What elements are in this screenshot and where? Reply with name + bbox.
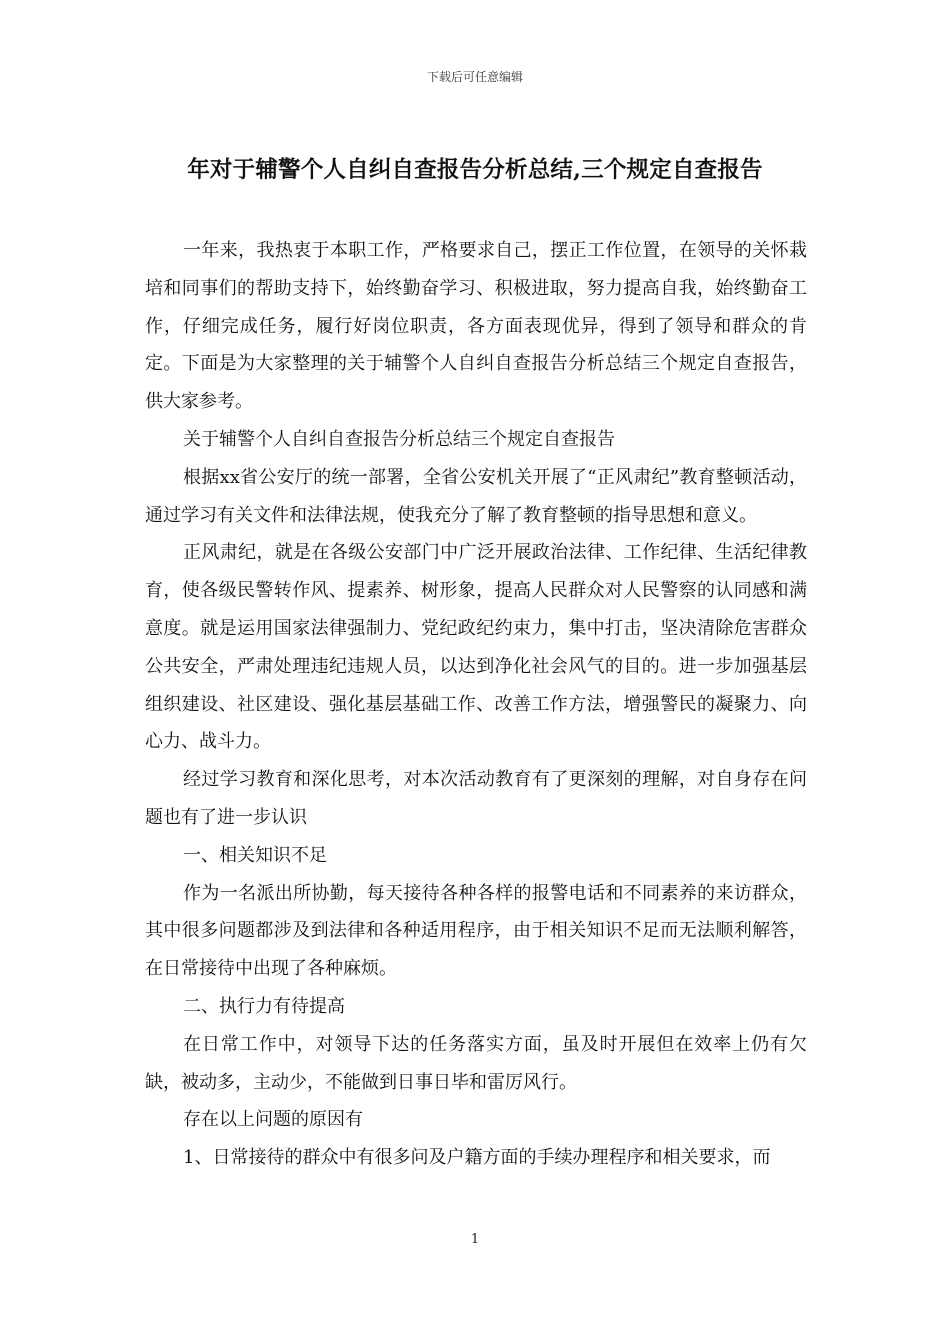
paragraph-discipline: 正风肃纪，就是在各级公安部门中广泛开展政治法律、工作纪律、生活纪律教育，使各级民警转作风、提素养、树形象，提高人民群众对人民警察的认同感和满意度。就是运用国家法律强制力、党纪政纪约束力，集中打击，坚决清除危害群众公共安全，严肃处理违纪违规人员，以达到净化社会风气的目的。进一步加强基层组织建设、社区建设、强化基层基础工作、改善工作方法，增强警民的凝聚力、向心力、战斗力。 <box>145 542 807 753</box>
page-header-note: 下载后可任意编辑 <box>426 70 523 84</box>
paragraph-background: 根据xx省公安厅的统一部署，全省公安机关开展了“正风肃纪”教育整顿活动，通过学习有关文件和法律法规，使我充分了解了教育整顿的指导思想和意义。 <box>145 466 807 526</box>
paragraph-subtitle: 关于辅警个人自纠自查报告分析总结三个规定自查报告 <box>183 428 615 450</box>
paragraph-knowledge: 作为一名派出所协勤，每天接待各种各样的报警电话和不同素养的来访群众，其中很多问题都涉及到法律和各种适用程序，由于相关知识不足而无法顺利解答，在日常接待中出现了各种麻烦。 <box>145 882 807 980</box>
document-body <box>145 232 807 1177</box>
paragraph-cause-1: 1、日常接待的群众中有很多问及户籍方面的手续办理程序和相关要求，而 <box>183 1147 771 1169</box>
paragraph-reflection: 经过学习教育和深化思考，对本次活动教育有了更深刻的理解，对自身存在问题也有了进一步认识 <box>145 769 807 828</box>
paragraph-execution: 在日常工作中，对领导下达的任务落实方面，虽及时开展但在效率上仍有欠缺，被动多，主动少，不能做到日事日毕和雷厉风行。 <box>145 1033 807 1093</box>
page-number: 1 <box>470 1232 480 1247</box>
section-heading-knowledge: 一、相关知识不足 <box>183 844 327 866</box>
section-heading-execution: 二、执行力有待提高 <box>183 995 345 1017</box>
document-title: 年对于辅警个人自纠自查报告分析总结,三个规定自查报告 <box>187 157 763 183</box>
paragraph-intro: 一年来，我热衷于本职工作，严格要求自己，摆正工作位置，在领导的关怀栽培和同事们的帮助支持下，始终勤奋学习、积极进取，努力提高自我，始终勤奋工作，仔细完成任务，履行好岗位职责，各方面表现优异，得到了领导和群众的肯定。下面是为大家整理的关于辅警个人自纠自查报告分析总结三个规定自查报告，供大家参考。 <box>145 240 807 413</box>
paragraph-causes-heading: 存在以上问题的原因有 <box>183 1109 363 1131</box>
